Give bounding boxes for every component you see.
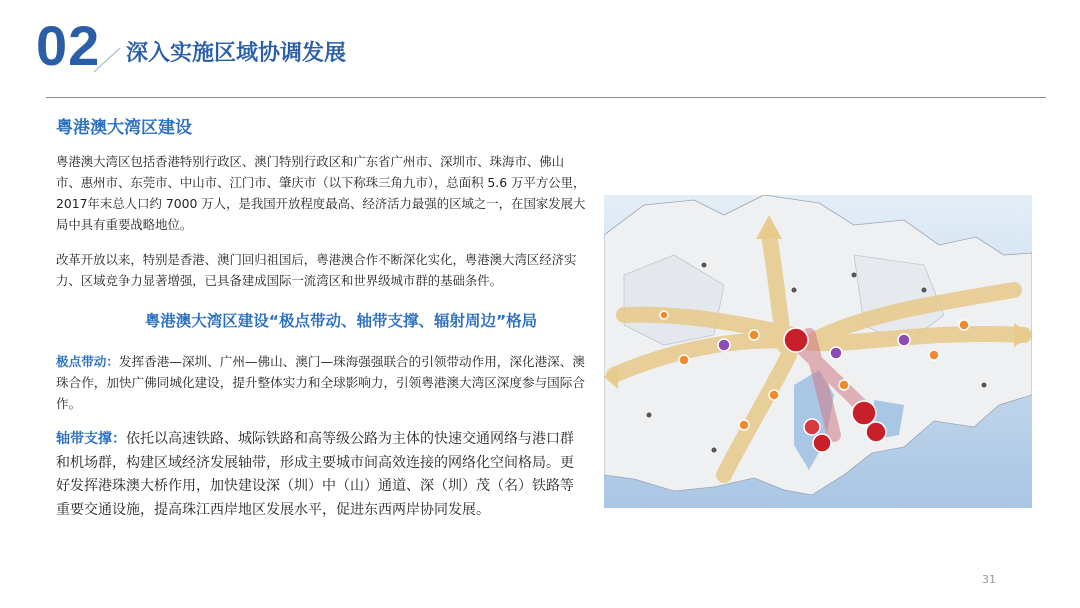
- section-number: 02: [36, 14, 101, 77]
- slash-decoration: [92, 44, 122, 74]
- section-title: 深入实施区域协调发展: [126, 41, 347, 66]
- minor-node: [702, 263, 707, 268]
- minor-node: [712, 448, 717, 453]
- intro-paragraph: 粤港澳大湾区包括香港特别行政区、澳门特别行政区和广东省广州市、深圳市、珠海市、佛山市、惠州市、东莞市、中山市、江门市、肇庆市（以下称珠三角九市），总面积 5.6 万平方公里，2017年末总人口约 7000 万人，是我国开放程度最高、经济活力最强的区域之一，在国家发展大局中具有重要战略地位。: [56, 154, 586, 232]
- minor-node: [852, 273, 857, 278]
- city-node: [769, 390, 779, 400]
- axis-text: 依托以高速铁路、城际铁路和高等级公路为主体的快速交通网络与港口群和机场群，构建区域经济发展轴带，形成主要城市间高效连接的网络化空间格局。更好发挥港珠澳大桥作用，加快建设深（圳）中（山）通道、深（圳）茂（名）铁路等重要交通设施，提高珠江西岸地区发展水平，促进东西两岸协同发展。: [56, 431, 574, 518]
- minor-node: [792, 288, 797, 293]
- minor-node: [982, 383, 987, 388]
- pole-node-macau: [813, 434, 831, 452]
- axis-label: 轴带支撑：: [56, 431, 126, 447]
- bay-area-map: [604, 195, 1032, 508]
- pole-label: 极点带动：: [56, 354, 119, 369]
- subsection-title: 粤港澳大湾区建设: [56, 118, 192, 138]
- city-node: [929, 350, 939, 360]
- pole-paragraph: [56, 351, 586, 414]
- pole-text: 发挥香港—深圳、广州—佛山、澳门—珠海强强联合的引领带动作用，深化港深、澳珠合作，加快广佛同城化建设，提升整体实力和全球影响力，引领粤港澳大湾区深度参与国际合作。: [56, 354, 585, 411]
- city-node: [749, 330, 759, 340]
- city-node: [739, 420, 749, 430]
- pole-node-shenzhen: [852, 401, 876, 425]
- minor-node: [647, 413, 652, 418]
- city-node: [839, 380, 849, 390]
- history-paragraph: 改革开放以来，特别是香港、澳门回归祖国后，粤港澳合作不断深化实化，粤港澳大湾区经济实力、区域竞争力显著增强，已具备建成国际一流湾区和世界级城市群的基础条件。: [56, 252, 577, 288]
- minor-node: [922, 288, 927, 293]
- axis-paragraph: [56, 428, 586, 522]
- pole-node-zhuhai: [804, 419, 820, 435]
- pole-node-guangzhou: [784, 328, 808, 352]
- city-node: [718, 339, 730, 351]
- city-node: [660, 311, 668, 319]
- city-node: [679, 355, 689, 365]
- city-node: [959, 320, 969, 330]
- pole-node-hongkong: [866, 422, 886, 442]
- header-divider: [46, 97, 1046, 98]
- page-number: 31: [982, 573, 996, 586]
- city-node: [898, 334, 910, 346]
- pattern-title: 粤港澳大湾区建设“极点带动、轴带支撑、辐射周边”格局: [144, 312, 538, 330]
- city-node: [830, 347, 842, 359]
